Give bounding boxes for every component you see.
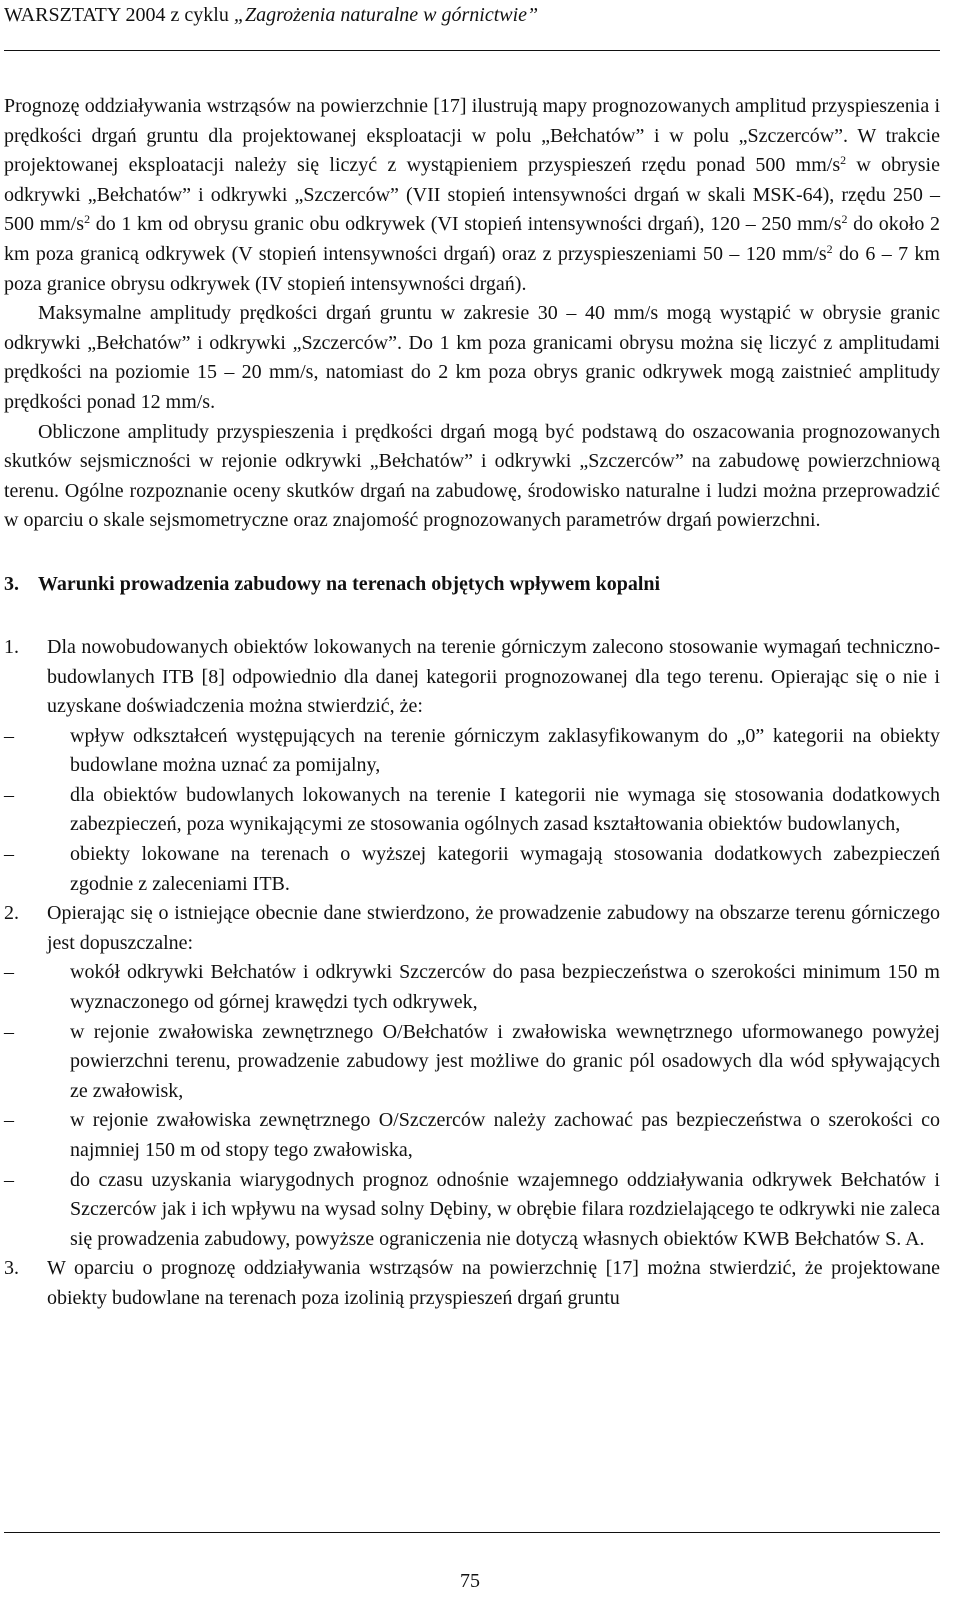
paragraph-velocity-amplitudes: Maksymalne amplitudy prędkości drgań gruntu w zakresie 30 – 40 mm/s mogą wystąpić w obrysie granic odkrywki „Bełchatów” i odkrywki „Szczerców”. Do 1 km poza granicami obrysu można się liczyć z amplitudami prędkości na poziomie 15 – 20 mm/s, natomiast do 2 km poza obrys granic odkrywek mogą zaistnieć amplitudy prędkości ponad 12 mm/s. xyxy=(4,302,940,413)
page-number: 75 xyxy=(460,1570,480,1592)
dash-marker: – xyxy=(4,1109,14,1132)
dash-marker: – xyxy=(4,961,14,984)
dash-marker: – xyxy=(4,783,14,806)
dash-item: – w rejonie zwałowiska zewnętrznego O/Bełchatów i zwałowiska wewnętrznego uformowanego powyżej powierzchni terenu, prowadzenie zabudowy jest możliwe do granic pól osadowych dla wód spływających ze zwałowisk, xyxy=(47,1018,940,1107)
list-item-text: Opierając się o istniejące obecnie dane stwierdzono, że prowadzenie zabudowy na obszarze terenu górniczego jest dopuszczalne: xyxy=(47,902,940,954)
running-header xyxy=(4,2,940,28)
header-series-title: „Zagrożenia naturalne w górnictwie” xyxy=(233,4,539,26)
paragraph-effects-assessment: Obliczone amplitudy przyspieszenia i prędkości drgań mogą być podstawą do oszacowania prognozowanych skutków sejsmiczności w rejonie odkrywki „Bełchatów” i odkrywki „Szczerców” na zabudowę powierzchniową terenu. Ogólne rozpoznanie oceny skutków drgań na zabudowę, środowisko naturalne i ludzi można przeprowadzić w oparciu o skale sejsmometryczne oraz znajomość prognozowanych parametrów drgań powierzchni. xyxy=(4,420,940,532)
section-title: Warunki prowadzenia zabudowy na terenach objętych wpływem kopalni xyxy=(38,572,661,595)
dash-item: – dla obiektów budowlanych lokowanych na terenie I kategorii nie wymaga się stosowania dodatkowych zabezpieczeń, poza wynikającymi ze stosowania ogólnych zasad kształtowania obiektów budowlanych, xyxy=(47,781,940,840)
list-item-text: W oparciu o prognozę oddziaływania wstrząsów na powierzchnię [17] można stwierdzić, że projektowane obiekty budowlane na terenach poza izolinią przyspieszeń drgań gruntu xyxy=(47,1257,940,1309)
list-item xyxy=(4,899,940,1254)
dash-item: – obiekty lokowane na terenach o wyższej kategorii wymagają stosowania dodatkowych zabezpieczeń zgodnie z zaleceniami ITB. xyxy=(47,840,940,899)
dash-item: – wpływ odkształceń występujących na terenie górniczym zaklasyfikowanym do „0” kategorii na obiekty budowlane można uznać za pomijalny, xyxy=(47,722,940,781)
dash-marker: – xyxy=(4,843,14,866)
dash-item: – wokół odkrywki Bełchatów i odkrywki Szczerców do pasa bezpieczeństwa o szerokości minimum 150 m wyznaczonego od górnej krawędzi tych odkrywek, xyxy=(47,958,940,1017)
section-number: 3. xyxy=(4,572,19,595)
header-rule xyxy=(4,50,940,51)
list-item-number: 2. xyxy=(4,902,19,925)
paragraph-seismic-forecast: Prognozę oddziaływania wstrząsów na powierzchnie [17] ilustrują mapy prognozowanych amplitud przyspieszenia i prędkości drgań gruntu dla projektowanej eksploatacji w polu „Bełchatów” i w polu „Szczerców”. W trakcie projektowanej eksploatacji należy się liczyć z wystąpieniem przyspieszeń rzędu ponad 500 $mm/s^2$ w obrysie odkrywki „Bełchatów” i odkrywki „Szczerców” (VII stopień intensywności drgań w skali MSK-64), rzędu 250 – 500 $mm/s^2$ do 1 km od obrysu granic obu odkrywek (VI stopień intensywności drgań), 120 – 250 $mm/s^2$ do około 2 km poza granicą odkrywek (V stopień intensywności drgań) oraz z przyspieszeniami 50 – 120 $mm/s^2$ do 6 – 7 km poza granice obrysu odkrywek (IV stopień intensywności drgań). xyxy=(4,95,941,295)
list-item-text: Dla nowobudowanych obiektów lokowanych na terenie górniczym zalecono stosowanie wymagań techniczno-budowlanych ITB [8] odpowiednio dla danej kategorii prognozowanej dla tego terenu. Opierając się o nie i uzyskane doświadczenia można stwierdzić, że: xyxy=(47,635,940,718)
dash-marker: – xyxy=(4,724,14,747)
list-item xyxy=(4,1254,940,1313)
header-prefix: WARSZTATY 2004 z cyklu xyxy=(4,4,234,26)
list-item-number: 3. xyxy=(4,1257,19,1280)
footer-rule xyxy=(4,1532,940,1533)
page-body xyxy=(4,92,940,1314)
numbered-list xyxy=(4,633,940,1314)
dash-item: – w rejonie zwałowiska zewnętrznego O/Szczerców należy zachować pas bezpieczeństwa o szerokości co najmniej 150 m od stopy tego zwałowiska, xyxy=(47,1106,940,1165)
section-heading xyxy=(4,570,940,599)
dash-item: – do czasu uzyskania wiarygodnych prognoz odnośnie wzajemnego oddziaływania odkrywek Bełchatów i Szczerców jak i ich wpływu na wysad solny Dębiny, w obrębie filara rozdzielającego te odkrywki nie zaleca się prowadzenia zabudowy, powyższe ograniczenia nie dotyczą własnych obiektów KWB Bełchatów S. A. xyxy=(47,1166,940,1255)
dash-marker: – xyxy=(4,1168,14,1191)
dash-marker: – xyxy=(4,1020,14,1043)
list-item xyxy=(4,633,940,899)
list-item-number: 1. xyxy=(4,635,19,658)
